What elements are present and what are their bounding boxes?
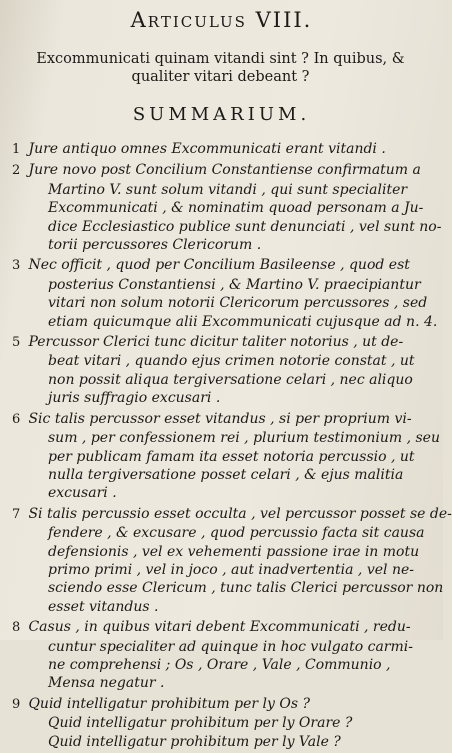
summary-line [12, 524, 437, 542]
summary-line [12, 140, 437, 159]
summary-line [12, 276, 437, 294]
summary-item [12, 140, 437, 159]
subtitle-line: qualiter vitari debeant ? [131, 69, 310, 85]
item-number: 8 [12, 620, 21, 636]
summary-line [12, 466, 437, 484]
line-text: primo primi , vel in joco , aut inadvertentia , vel ne- [48, 561, 414, 578]
summary-line [12, 543, 437, 561]
summary-item [12, 618, 437, 693]
summary-line [12, 505, 452, 524]
summary-line [12, 181, 437, 199]
line-text: Percussor Clerici tunc dicitur taliter notorius , ut de- [28, 334, 404, 351]
summary-line [12, 618, 437, 637]
line-text: Jure novo post Concilium Constantiense confirmatum a [28, 162, 421, 179]
item-number: 6 [12, 411, 21, 427]
summary-line [12, 389, 437, 407]
line-text: nulla tergiversatione posset celari , & ejus malitia [48, 466, 404, 483]
summary-line [12, 598, 437, 616]
line-text: torii percussores Clericorum . [48, 237, 262, 254]
line-text: esset vitandus . [48, 598, 159, 615]
subtitle-line: Excommunicati quinam vitandi sint ? In quibus, & [36, 51, 405, 67]
summary-line [12, 236, 437, 254]
article-subtitle [10, 50, 431, 86]
line-text: defensionis , vel ex vehementi passione irae in motu [48, 543, 420, 560]
summary-item [12, 505, 452, 616]
line-text: Sic talis percussor esset vitandus , si per proprium vi- [28, 410, 412, 427]
summary-line [12, 579, 444, 597]
article-heading: Articulus VIII. [130, 8, 313, 32]
line-text: dice Ecclesiastico publice sunt denunciati , vel sunt no- [48, 218, 442, 235]
line-text: Nec officit , quod per Concilium Basileense , quod est [28, 257, 410, 274]
summary-line [12, 199, 437, 217]
line-text: sum , per confessionem rei , plurium testimonium , seu [48, 430, 440, 447]
summary-line [12, 333, 437, 352]
summarium-heading: SUMMARIUM. [132, 104, 311, 125]
summary-item [12, 410, 440, 503]
summary-line [12, 218, 442, 236]
line-text: Excommunicati , & nominatim quoad personam a Ju- [48, 200, 424, 217]
line-text: fendere , & excusare , quod percussio facta sit causa [48, 525, 425, 542]
item-number: 2 [12, 163, 21, 179]
summary-line [12, 448, 437, 466]
line-text: posterius Constantiensi , & Martino V. praecipiantur [48, 276, 421, 293]
summary-line [12, 714, 437, 732]
summary-line [12, 313, 437, 331]
line-text: Quid intelligatur prohibitum per ly Vale ? [48, 733, 341, 750]
line-text: ne comprehensi ; Os , Orare , Vale , Communio , [48, 656, 391, 673]
line-text: Martino V. sunt solum vitandi , qui sunt specialiter [48, 181, 408, 198]
line-text: Si talis percussio esset occulta , vel percussor posset se de- [28, 505, 452, 522]
line-text: Jure antiquo omnes Excommunicati erant vitandi . [28, 141, 386, 157]
item-number: 7 [12, 506, 21, 522]
summary-line [12, 371, 437, 389]
item-number: 1 [12, 142, 21, 157]
summary-item [12, 256, 437, 331]
line-text: excusari . [48, 485, 117, 502]
summary-item [12, 695, 437, 751]
item-number: 3 [12, 258, 21, 274]
line-text: Mensa negatur . [48, 675, 165, 692]
summary-line [12, 410, 437, 429]
summary-line [12, 656, 437, 674]
line-text: cuntur specialiter ad quinque in hoc vulgato carmi- [48, 638, 413, 655]
summary-line [12, 674, 437, 692]
summary-line [12, 733, 437, 751]
summary-line [12, 429, 440, 447]
summary-line [12, 294, 437, 312]
summary-line [12, 638, 437, 656]
summary-line [12, 484, 437, 502]
item-number: 9 [12, 696, 21, 712]
line-text: vitari non solum notorii Clericorum percussores , sed [48, 295, 428, 312]
item-number: 5 [12, 335, 21, 351]
line-text: Casus , in quibus vitari debent Excommunicati , redu- [28, 619, 411, 636]
summary-item [12, 161, 442, 254]
line-text: per publicam famam ita esset notoria percussio , ut [48, 448, 415, 465]
line-text: non possit aliqua tergiversatione celari , nec aliquo [48, 371, 413, 388]
summary-line [12, 695, 437, 714]
summary-items [12, 140, 452, 753]
line-text: beat vitari , quando ejus crimen notorie constat , ut [48, 353, 415, 370]
summary-line [12, 352, 437, 370]
line-text: Quid intelligatur prohibitum per ly Orare ? [48, 715, 353, 732]
summary-line [12, 161, 437, 180]
line-text: sciendo esse Clericum , tunc talis Clerici percussor non [48, 580, 444, 597]
summary-line [12, 256, 437, 275]
line-text: etiam quicumque alii Excommunicati cujusque ad n. 4. [48, 313, 438, 330]
summary-item [12, 333, 437, 408]
line-text: Quid intelligatur prohibitum per ly Os ? [28, 695, 310, 712]
summary-line [12, 561, 437, 579]
line-text: juris suffragio excusari . [48, 390, 221, 407]
